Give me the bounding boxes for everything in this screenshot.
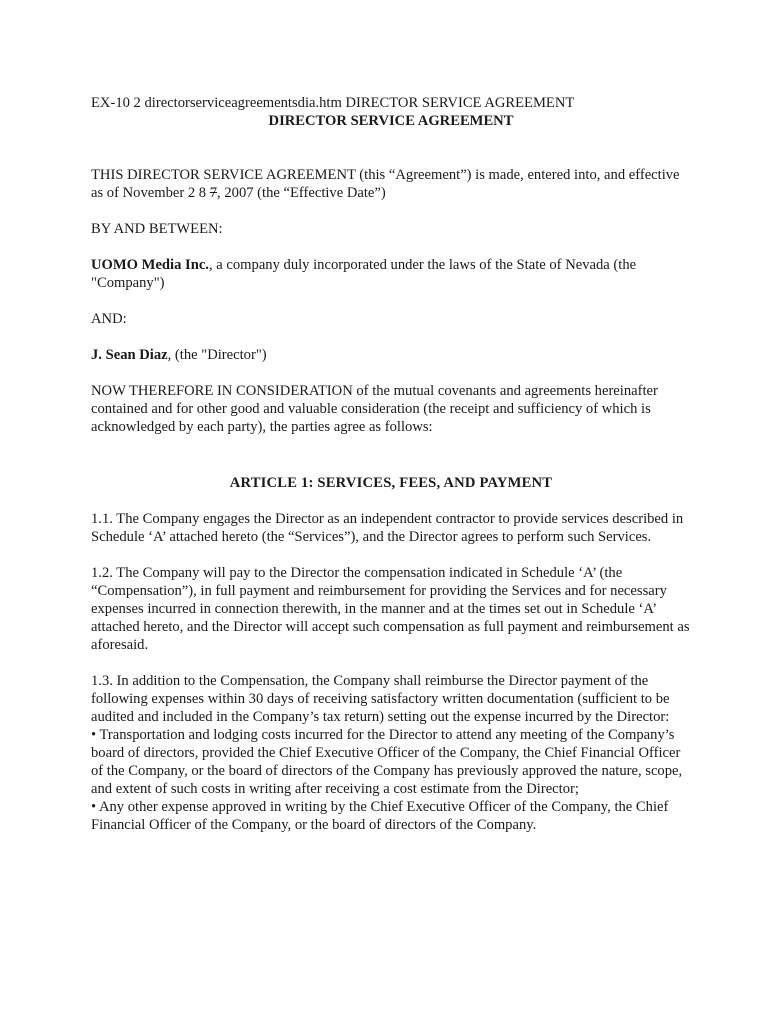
clause-1-1: 1.1. The Company engages the Director as an independent contractor to provide services described in Schedule ‘A’ attached hereto (the “Services”), and the Director agrees to perform such Services. bbox=[91, 511, 684, 545]
spacer bbox=[91, 202, 691, 220]
spacer bbox=[91, 328, 691, 346]
file-header: EX-10 2 directorserviceagreementsdia.htm DIRECTOR SERVICE AGREEMENT bbox=[91, 95, 575, 111]
party-director-name: J. Sean Diaz bbox=[91, 347, 168, 363]
party-company-paragraph bbox=[91, 256, 691, 292]
expense-bullet-transportation: • Transportation and lodging costs incurred for the Director to attend any meeting of the Company’s board of directors, provided the Chief Executive Officer of the Company, the Chief Financial Officer of the Company, or the board of directors of the Company has previously approved the nature, scope, and extent of such costs in writing after receiving a cost estimate from the Director; bbox=[91, 727, 683, 797]
clause-1-3: 1.3. In addition to the Compensation, the Company shall reimburse the Director payment of the following expenses within 30 days of receiving satisfactory written documentation (sufficient to be audited and included in the Company’s tax return) setting out the expense incurred by the Director: bbox=[91, 673, 670, 725]
intro-text-before-date: THIS DIRECTOR SERVICE AGREEMENT (this “Agreement”) is made, entered into, and effective as of November 2 8 bbox=[91, 167, 680, 201]
intro-paragraph bbox=[91, 166, 691, 202]
party-company-description: , a company duly incorporated under the laws of the State of Nevada (the "Company") bbox=[91, 257, 637, 291]
intro-text-after-date: , 2007 (the “Effective Date”) bbox=[217, 185, 386, 201]
clause-1-2: 1.2. The Company will pay to the Director the compensation indicated in Schedule ‘A’ (the “Compensation”), in full payment and reimbursement for providing the Services and for necessary expenses incurred in connection therewith, in the manner and at the times set out in Schedule ‘A’ attached hereto, and the Director will accept such compensation as full payment and reimbursement as aforesaid. bbox=[91, 565, 690, 653]
party-company-name: UOMO Media Inc. bbox=[91, 257, 209, 273]
spacer bbox=[91, 654, 691, 672]
document-page bbox=[91, 94, 691, 834]
party-director-description: , (the "Director") bbox=[167, 347, 267, 363]
spacer bbox=[91, 546, 691, 564]
spacer bbox=[91, 292, 691, 310]
and-label: AND: bbox=[91, 311, 127, 327]
by-and-between-label: BY AND BETWEEN: bbox=[91, 221, 223, 237]
spacer bbox=[91, 130, 691, 166]
party-director-paragraph bbox=[91, 346, 691, 364]
expense-bullet-other: • Any other expense approved in writing by the Chief Executive Officer of the Company, the Chief Financial Officer of the Company, or the board of directors of the Company. bbox=[91, 799, 669, 833]
spacer bbox=[91, 492, 691, 510]
article-1-heading: ARTICLE 1: SERVICES, FEES, AND PAYMENT bbox=[229, 475, 553, 491]
document-title: DIRECTOR SERVICE AGREEMENT bbox=[268, 113, 514, 129]
spacer bbox=[91, 238, 691, 256]
consideration-paragraph: NOW THEREFORE IN CONSIDERATION of the mutual covenants and agreements hereinafter contained and for other good and valuable consideration (the receipt and sufficiency of which is acknowledged by each party), the parties agree as follows: bbox=[91, 383, 658, 435]
struck-digit: 7 bbox=[209, 185, 218, 201]
spacer bbox=[91, 436, 691, 474]
spacer bbox=[91, 364, 691, 382]
